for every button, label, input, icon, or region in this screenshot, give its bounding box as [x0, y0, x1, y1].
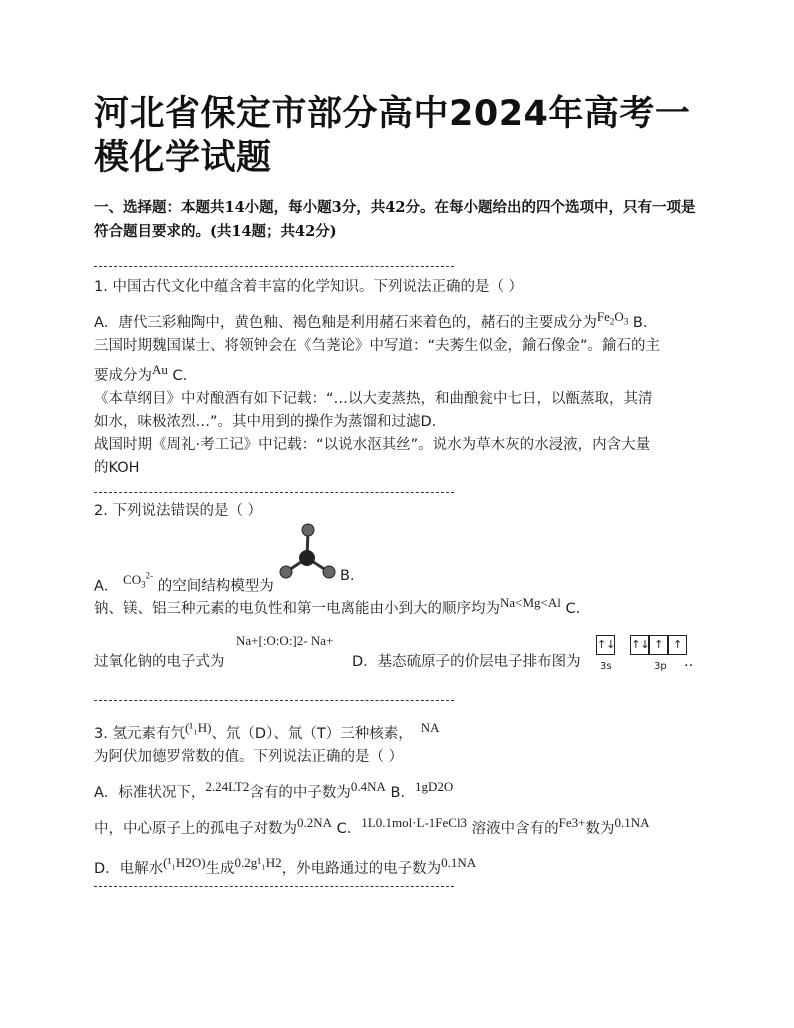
q1-option-d-cont: 的KOH	[94, 460, 140, 476]
divider	[94, 886, 454, 887]
q3-c-formula-3: 0.1NA	[614, 815, 650, 830]
q3-option-c: 溶液中含有的	[471, 821, 559, 837]
label-3p: 3p	[654, 661, 667, 672]
divider	[94, 266, 454, 267]
q3-c-formula-2: Fe3+	[558, 815, 586, 830]
q2-a-formula: $CO_3^{2-}$	[123, 571, 154, 590]
q3-stem-2: 、氘（D）、氚（T）三种核素，	[211, 726, 413, 742]
q1-stem: 1. 中国古代文化中蕴含着丰富的化学知识。下列说法正确的是（ ）	[94, 279, 524, 295]
q3-d-formula: (¹₁H2O)	[163, 855, 206, 870]
q3-na-formula: NA	[420, 720, 440, 735]
q2-d-end: ..	[684, 654, 694, 670]
orbital-3p-box: ↑↓	[630, 635, 649, 655]
section-heading: 一、选择题：本题共14小题，每小题3分，共42分。在每小题给出的四个选项中，只有一项是符合题目要求的。(共14题；共42分)	[94, 199, 696, 240]
q1-option-b-cont: 要成分为	[94, 368, 152, 384]
orbital-3s-box: ↑↓	[596, 635, 615, 655]
q3-option-b: 中，中心原子上的孤电子对数为	[94, 821, 297, 837]
question-1	[94, 276, 702, 480]
q3-b-label: B．	[390, 785, 415, 801]
q2-option-d: D．基态硫原子的价层电子排布图为	[352, 654, 581, 670]
q1-option-c: 《本草纲目》中对酿酒有如下记载：“…以大麦蒸热，和曲酿瓮中七日，以甑蒸取，其清	[94, 391, 653, 407]
q3-d-formula-3: 0.1NA	[441, 855, 477, 870]
q3-option-a-text: 含有的中子数为	[249, 785, 351, 801]
q2-c-formula: Na+[:O:O:]2- Na+	[236, 633, 334, 648]
q3-option-c-text: 数为	[585, 821, 615, 837]
question-2	[94, 500, 702, 675]
q2-stem: 2. 下列说法错误的是（ ）	[94, 503, 263, 519]
page-title: 河北省保定市部分高中2024年高考一模化学试题	[94, 94, 691, 178]
q1-a-formula: $Fe_2O_3$	[596, 309, 629, 327]
label-3s: 3s	[600, 661, 612, 672]
q2-a-label: A．	[94, 578, 119, 595]
q3-b-formula: 1gD2O	[414, 779, 454, 794]
q3-d-formula-2: 0.2g¹₁H2	[234, 855, 282, 870]
q3-option-d: D．电解水	[94, 861, 164, 877]
orbital-3p-box: ↑	[668, 635, 687, 655]
q1-option-c-cont: 如水，味极浓烈…”。其中用到的操作为蒸馏和过滤	[94, 414, 421, 430]
q3-option-d-text-2: ，外电路通过的电子数为	[281, 861, 442, 877]
sulfur-orbital-diagram	[596, 633, 687, 656]
divider	[94, 492, 454, 493]
q1-option-d: 战国时期《周礼·考工记》中记载：“以说水沤其丝”。说水为草木灰的水浸液，内含大量	[94, 437, 651, 453]
q3-c-formula: 1L0.1mol·L-1FeCl3	[361, 815, 468, 830]
divider	[94, 700, 454, 701]
q2-c-label: C．	[565, 601, 591, 617]
orbital-3p-box: ↑	[649, 635, 668, 655]
q3-stem: 3. 氢元素有氕	[94, 726, 185, 742]
q2-option-c: 过氧化钠的电子式为	[94, 654, 225, 670]
q3-b-formula-2: 0.2NA	[297, 815, 333, 830]
q3-stem-3: 为阿伏加德罗常数的值。下列说法正确的是（ ）	[94, 749, 404, 765]
carbonate-model-diagram	[276, 523, 346, 585]
q1-option-b: 三国时期魏国谋士、将领钟会在《刍荛论》中写道：“夫莠生似金，鍮石像金”。鍮石的主	[94, 338, 661, 354]
q1-b-label: B．	[632, 315, 658, 331]
q3-h1-formula: (¹₁H)	[184, 720, 212, 735]
q3-c-label: C．	[336, 821, 362, 837]
q2-option-b: 钠、镁、铝三种元素的电负性和第一电离能由小到大的顺序均为	[94, 601, 500, 617]
q1-b-formula: Au	[152, 362, 168, 377]
q1-d-label: D．	[420, 414, 447, 430]
q3-option-d-text: 生成	[205, 861, 235, 877]
q3-option-a: A．标准状况下，	[94, 785, 206, 801]
q1-c-label: C．	[172, 368, 198, 384]
q2-b-label: B．	[340, 568, 365, 584]
q3-a-formula-2: 0.4NA	[350, 779, 386, 794]
q3-a-formula: 2.24LT2	[205, 779, 250, 794]
question-3	[94, 716, 702, 881]
q1-option-a: A．唐代三彩釉陶中，黄色釉、褐色釉是利用赭石来着色的，赭石的主要成分为	[94, 315, 597, 331]
q2-b-formula: Na<Mg<Al	[500, 595, 561, 610]
q2-a-text: 的空间结构模型为	[157, 578, 274, 595]
